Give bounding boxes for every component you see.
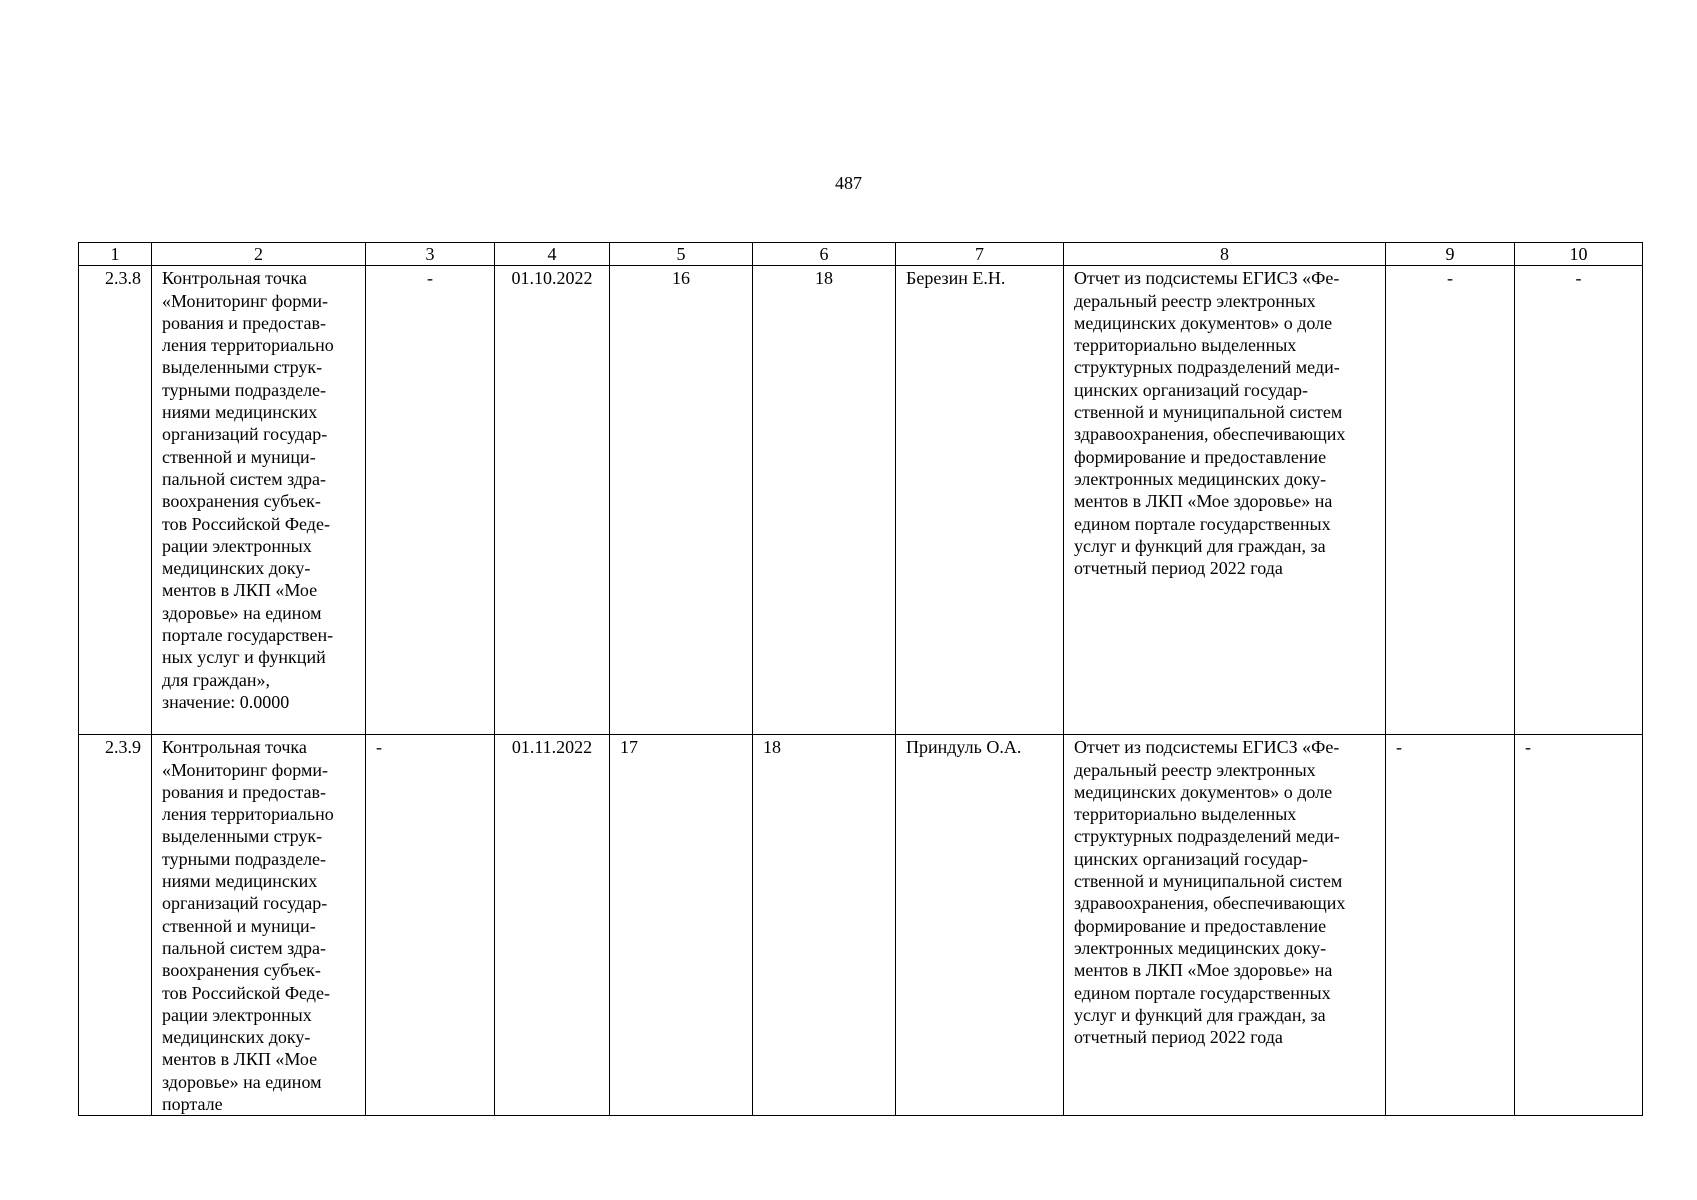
text-line: едином портале государственных [1074, 982, 1331, 1003]
page-number: 487 [835, 173, 862, 193]
table-row [79, 735, 1643, 1116]
table-row [79, 266, 1643, 735]
text-line: электронных медицинских доку- [1074, 937, 1327, 958]
text-line: ниями медицинских [162, 871, 318, 892]
text-line: медицинских документов» о доле [1074, 312, 1333, 333]
control-point-name [152, 735, 366, 1116]
cell-col3: - [366, 266, 495, 735]
text-line: услуг и функций для граждан, за [1074, 535, 1326, 556]
text-line: цинских организаций государ- [1074, 379, 1309, 400]
report-description [1064, 735, 1386, 1116]
text-line: ления территориально [162, 804, 334, 825]
text-line: медицинских доку- [162, 558, 311, 579]
column-header: 2 [152, 243, 366, 266]
text-line: «Мониторинг форми- [162, 290, 329, 311]
text-line: тов Российской Феде- [162, 982, 330, 1003]
text-line: выделенными струк- [162, 826, 323, 847]
text-line: деральный реестр электронных [1074, 290, 1316, 311]
row-number: 2.3.8 [79, 266, 152, 735]
control-points-table [78, 242, 1643, 1116]
cell-col9: - [1386, 735, 1515, 1116]
text-line: формирование и предоставление [1074, 446, 1327, 467]
text-line: воохранения субъек- [162, 960, 321, 981]
column-header: 10 [1515, 243, 1643, 266]
text-line: отчетный период 2022 года [1074, 1027, 1283, 1048]
text-line: рования и предостав- [162, 781, 326, 802]
text-line: услуг и функций для граждан, за [1074, 1004, 1326, 1025]
text-line: тов Российской Феде- [162, 513, 330, 534]
text-line: ментов в ЛКП «Мое [162, 1049, 318, 1070]
text-line: территориально выделенных [1074, 804, 1297, 825]
text-line: здоровье» на едином [162, 1071, 322, 1092]
text-line: ментов в ЛКП «Мое здоровье» на [1074, 960, 1333, 981]
text-line: структурных подразделений меди- [1074, 826, 1340, 847]
responsible-person: Приндуль О.А. [896, 735, 1064, 1116]
header-row [79, 243, 1643, 266]
text-line: цинских организаций государ- [1074, 848, 1309, 869]
text-line: Отчет из подсистемы ЕГИСЗ «Фе- [1074, 268, 1340, 289]
text-line: Контрольная точка [162, 268, 307, 289]
text-line: рации электронных [162, 1004, 312, 1025]
text-line: здравоохранения, обеспечивающих [1074, 424, 1346, 445]
cell-col3: - [366, 735, 495, 1116]
text-line: воохранения субъек- [162, 491, 321, 512]
text-line: ственной и муници- [162, 915, 316, 936]
responsible-person: Березин Е.Н. [896, 266, 1064, 735]
text-line: ления территориально [162, 335, 334, 356]
report-description [1064, 266, 1386, 735]
control-point-name [152, 266, 366, 735]
column-header: 6 [753, 243, 896, 266]
cell-col6: 18 [753, 735, 896, 1116]
text-line: ментов в ЛКП «Мое здоровье» на [1074, 491, 1333, 512]
cell-col10: - [1515, 266, 1643, 735]
cell-col5: 17 [610, 735, 753, 1116]
text-line: пальной систем здра- [162, 468, 327, 489]
text-line: портале [162, 1094, 223, 1115]
text-line: электронных медицинских доку- [1074, 468, 1327, 489]
text-line: деральный реестр электронных [1074, 759, 1316, 780]
text-line: организаций государ- [162, 424, 328, 445]
column-header: 7 [896, 243, 1064, 266]
cell-col5: 16 [610, 266, 753, 735]
row-number: 2.3.9 [79, 735, 152, 1116]
text-line: турными подразделе- [162, 379, 327, 400]
text-line: ственной и муниципальной систем [1074, 871, 1343, 892]
cell-col6: 18 [753, 266, 896, 735]
text-line: «Мониторинг форми- [162, 759, 329, 780]
text-line: формирование и предоставление [1074, 915, 1327, 936]
column-header: 3 [366, 243, 495, 266]
column-header: 1 [79, 243, 152, 266]
text-line: ниями медицинских [162, 402, 318, 423]
cell-col10: - [1515, 735, 1643, 1116]
text-line: портале государствен- [162, 625, 334, 646]
text-line: структурных подразделений меди- [1074, 357, 1340, 378]
text-line: рования и предостав- [162, 312, 326, 333]
column-header: 5 [610, 243, 753, 266]
text-line: ственной и муници- [162, 446, 316, 467]
column-header: 4 [495, 243, 610, 266]
cell-col9: - [1386, 266, 1515, 735]
text-line: территориально выделенных [1074, 335, 1297, 356]
column-header: 9 [1386, 243, 1515, 266]
text-line: здоровье» на едином [162, 602, 322, 623]
text-line: Контрольная точка [162, 737, 307, 758]
column-header: 8 [1064, 243, 1386, 266]
text-line: организаций государ- [162, 893, 328, 914]
text-line: отчетный период 2022 года [1074, 558, 1283, 579]
text-line: пальной систем здра- [162, 937, 327, 958]
text-line: ментов в ЛКП «Мое [162, 580, 318, 601]
text-line: турными подразделе- [162, 848, 327, 869]
text-line: выделенными струк- [162, 357, 323, 378]
cell-date: 01.10.2022 [495, 266, 610, 735]
text-line: Отчет из подсистемы ЕГИСЗ «Фе- [1074, 737, 1340, 758]
cell-date: 01.11.2022 [495, 735, 610, 1116]
text-line: медицинских доку- [162, 1027, 311, 1048]
text-line: для граждан», [162, 669, 271, 690]
text-line: медицинских документов» о доле [1074, 781, 1333, 802]
text-line: рации электронных [162, 535, 312, 556]
text-line: здравоохранения, обеспечивающих [1074, 893, 1346, 914]
text-line: значение: 0.0000 [162, 691, 290, 712]
text-line: едином портале государственных [1074, 513, 1331, 534]
text-line: ных услуг и функций [162, 647, 326, 668]
text-line: ственной и муниципальной систем [1074, 402, 1343, 423]
